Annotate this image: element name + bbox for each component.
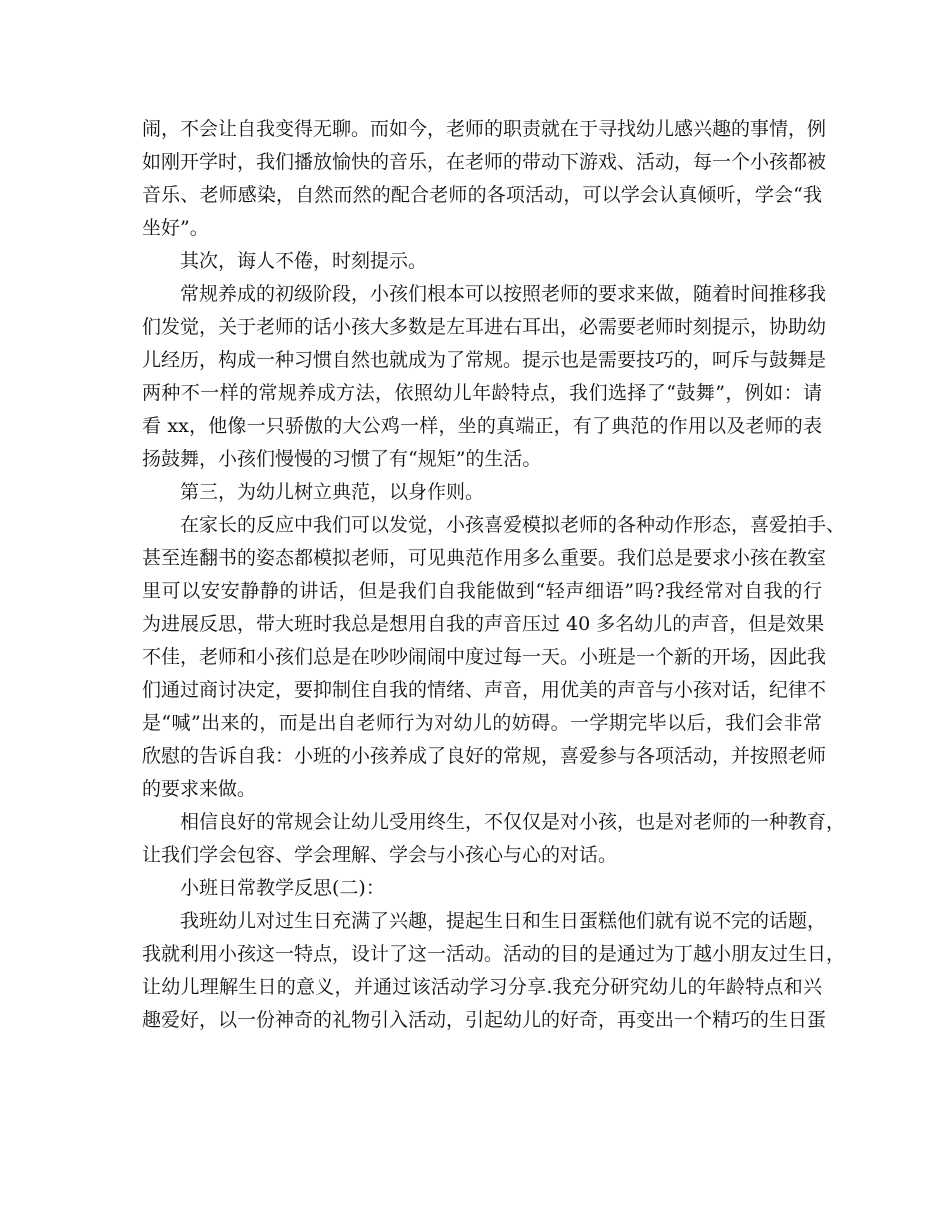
text-line: 儿经历，构成一种习惯自然也就成为了常规。提示也是需要技巧的，呵斥与鼓舞是 [142, 349, 827, 371]
text-line: 不佳，老师和小孩们总是在吵吵闹闹中度过每一天。小班是一个新的开场，因此我 [142, 646, 827, 668]
text-line: 为进展反思，带大班时我总是想用自我的声音压过 40 多名幼儿的声音，但是效果 [142, 613, 825, 635]
text-line: 在家长的反应中我们可以发觉，小孩喜爱模拟老师的各种动作形态，喜爱拍手、 [180, 514, 846, 536]
text-line: 两种不一样的常规养成方法，依照幼儿年龄特点，我们选择了“鼓舞”，例如：请 [142, 382, 822, 404]
text-line: 是“喊”出来的，而是出自老师行为对幼儿的妨碍。一学期完毕以后，我们会非常 [142, 712, 822, 734]
text-line: 们通过商讨决定，要抑制住自我的情绪、声音，用优美的声音与小孩对话，纪律不 [142, 679, 827, 701]
text-line: 如刚开学时，我们播放愉快的音乐，在老师的带动下游戏、活动，每一个小孩都被 [142, 151, 827, 173]
text-line: 趣爱好，以一份神奇的礼物引入活动，引起幼儿的好奇，再变出一个精巧的生日蛋 [142, 1009, 827, 1031]
text-line: 让我们学会包容、学会理解、学会与小孩心与心的对话。 [142, 844, 618, 866]
text-line: 音乐、老师感染，自然而然的配合老师的各项活动，可以学会认真倾听，学会“我 [142, 184, 822, 206]
text-line: 让幼儿理解生日的意义，并通过该活动学习分享.我充分研究幼儿的年龄特点和兴 [142, 976, 822, 998]
text-line: 甚至连翻书的姿态都模拟老师，可见典范作用多么重要。我们总是要求小孩在教室 [142, 547, 827, 569]
text-line: 看 xx，他像一只骄傲的大公鸡一样，坐的真端正，有了典范的作用以及老师的表 [142, 415, 822, 437]
text-line: 扬鼓舞，小孩们慢慢的习惯了有“规矩”的生活。 [142, 448, 542, 470]
text-line: 们发觉，关于老师的话小孩大多数是左耳进右耳出，必需要老师时刻提示，协助幼 [142, 316, 827, 338]
text-line: 第三，为幼儿树立典范，以身作则。 [180, 481, 485, 503]
text-line: 我就利用小孩这一特点，设计了这一活动。活动的目的是通过为丁越小朋友过生日， [142, 943, 846, 965]
body-text [142, 113, 846, 1037]
text-line: 常规养成的初级阶段，小孩们根本可以按照老师的要求来做，随着时间推移我 [180, 283, 827, 305]
text-line: 小班日常教学反思(二)： [180, 877, 385, 899]
text-line: 相信良好的常规会让幼儿受用终生，不仅仅是对小孩，也是对老师的一种教育， [180, 811, 846, 833]
text-line: 的要求来做。 [142, 778, 257, 800]
text-line: 里可以安安静静的讲话，但是我们自我能做到“轻声细语”吗?我经常对自我的行 [142, 580, 822, 602]
text-line: 其次，诲人不倦，时刻提示。 [180, 250, 428, 272]
text-line: 欣慰的告诉自我：小班的小孩养成了良好的常规，喜爱参与各项活动，并按照老师 [142, 745, 827, 767]
text-line: 闹，不会让自我变得无聊。而如今，老师的职责就在于寻找幼儿感兴趣的事情，例 [142, 118, 827, 140]
text-line: 坐好”。 [142, 217, 209, 239]
text-line: 我班幼儿对过生日充满了兴趣，提起生日和生日蛋糕他们就有说不完的话题， [180, 910, 827, 932]
